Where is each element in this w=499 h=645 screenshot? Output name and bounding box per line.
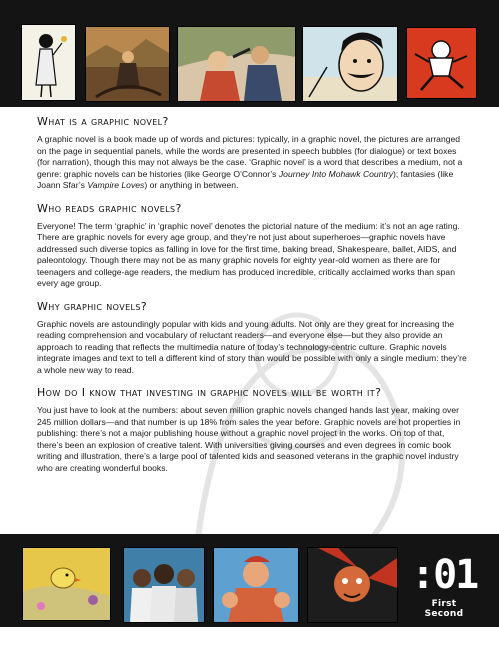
section-paragraph (37, 405, 470, 474)
section (37, 115, 470, 192)
text-run: Everyone! The term ‘graphic’ in ‘graphic novel’ denotes the pictorial nature of the medium: it’s not an age rating. There are graphic novels for every age group, and they’re not just about superheroes—graphic novels have addressed such diverse topics as falling in love for the first time, baking bread, Shakespeare, ballet, AIDS, and paleontology. Though there may not be as many graphic novels for eighty year-old women as there are for teenagers and college-age readers, the medium has produced incredible, critically acclaimed works than span every age group. (37, 220, 460, 288)
panel-bird-meadow (22, 547, 111, 621)
section (37, 300, 470, 377)
panel-three-kids (123, 547, 205, 623)
panel-girl-with-flower (21, 24, 76, 101)
book-title: Journey Into Mohawk Country (278, 168, 394, 179)
text-run: A graphic novel is a book made up of words and pictures: typically, in a graphic novel, the pictures are arranged on the page in sequential panels, while the words are presented in speech bubbles (for dialogue) or text boxes (for narration), though this may not always be the case. ‘Graphic novel’ is a word that describes a medium, not a genre: graphic novels can be histories (like George O’Connor’s (37, 134, 463, 179)
logo-label: First Second (424, 599, 464, 619)
top-illustration-band (0, 0, 499, 107)
section-heading: What is a graphic novel? (37, 115, 169, 128)
panel-red-falling-figure (406, 27, 477, 99)
article-content (37, 115, 470, 484)
section-paragraph (37, 221, 470, 290)
text-run: Graphic novels are astoundingly popular with kids and young adults. Not only are they great for increasing the reading comprehension and vocabulary of reluctant readers—and everyone else—but they also provide an approach to reading that reflects the multimedia nature of today’s technology-centric culture. Graphic novels integrate images and text to tell a different kind of story than would be possible with only a single medium: they’re a whole new way to read. (37, 318, 467, 375)
book-title: Vampire Loves (87, 180, 145, 190)
panel-adventure-scene (85, 26, 170, 102)
section (37, 386, 470, 474)
section-heading: Who reads graphic novels? (37, 201, 182, 215)
section-paragraph (37, 319, 470, 377)
logo-number: :01 (411, 552, 478, 598)
section-paragraph (37, 134, 470, 192)
text-run: ) or anything in between. (144, 180, 239, 190)
panel-pirate-strongman (213, 547, 299, 623)
section-heading: How do I know that investing in graphic novels will be worth it? (37, 386, 382, 399)
section-heading: Why graphic novels? (37, 299, 148, 313)
panel-action-fight (177, 26, 296, 102)
text-run: ); fantasies (like Joann Sfar’s (37, 168, 454, 190)
section (37, 202, 470, 290)
first-second-logo (411, 552, 478, 619)
panel-bald-man-dark (307, 547, 398, 623)
text-run: You just have to look at the numbers: about seven million graphic novels changed hands last year, making over 245 million dollars—and that number is up 18% from sales the year before. Graphic novels are hot properties in publishing: there’s not a major publishing house without a graphic novel project in the works. On top of that, there’s been an explosion of creative talent. With universities giving courses and even degrees in comic book writing and illustration, there’s a large pool of talented kids and seasoned veterans in the graphic novel industry who are creating wonderful books. (37, 405, 461, 473)
panel-mustache-man (302, 26, 398, 102)
